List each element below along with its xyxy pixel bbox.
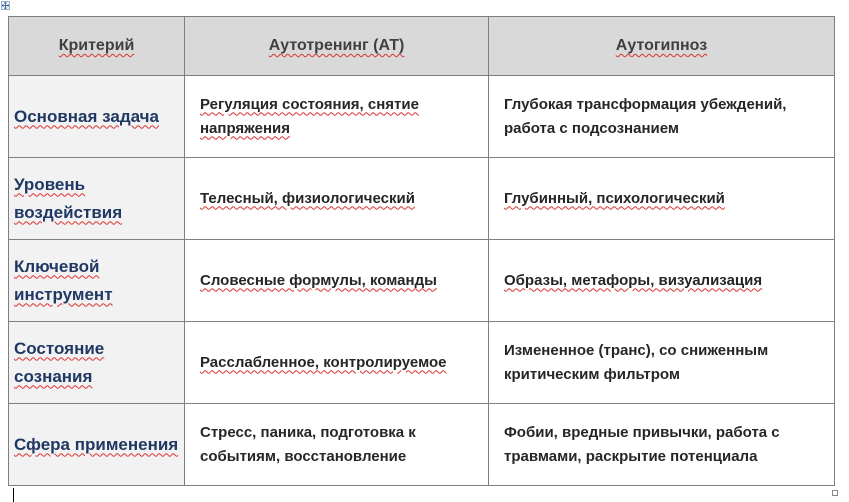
autohypnosis-text: Глубинный, психологический bbox=[504, 189, 725, 207]
autotraining-cell[interactable] bbox=[185, 240, 489, 322]
criterion-cell[interactable] bbox=[9, 322, 185, 404]
table-row bbox=[9, 76, 835, 158]
table-row bbox=[9, 240, 835, 322]
criterion-label: Ключевой инструмент bbox=[14, 256, 113, 304]
criterion-cell[interactable] bbox=[9, 76, 185, 158]
autotraining-cell[interactable] bbox=[185, 158, 489, 240]
text-cursor bbox=[13, 488, 14, 502]
autohypnosis-cell[interactable] bbox=[489, 404, 835, 486]
criterion-label: Сфера применения bbox=[14, 434, 179, 454]
autohypnosis-cell[interactable] bbox=[489, 322, 835, 404]
header-cell-autotraining[interactable] bbox=[185, 17, 489, 76]
autotraining-cell[interactable] bbox=[185, 322, 489, 404]
autohypnosis-text: Измененное (транс), со сниженным критическим фильтром bbox=[504, 341, 769, 383]
criterion-cell[interactable] bbox=[9, 158, 185, 240]
criterion-cell[interactable] bbox=[9, 240, 185, 322]
autotraining-text: Словесные формулы, команды bbox=[200, 271, 437, 289]
autotraining-cell[interactable] bbox=[185, 76, 489, 158]
header-autotraining-label: Аутотренинг (АТ) bbox=[268, 37, 405, 54]
autohypnosis-text: Фобии, вредные привычки, работа с травмами, раскрытие потенциала bbox=[504, 423, 780, 465]
criterion-label: Основная задача bbox=[14, 106, 159, 126]
autotraining-text: Регуляция состояния, снятие напряжения bbox=[200, 95, 419, 137]
autotraining-cell[interactable] bbox=[185, 404, 489, 486]
table-resize-handle-icon[interactable] bbox=[832, 490, 838, 496]
table-move-handle-icon[interactable] bbox=[1, 1, 10, 10]
criterion-label: Уровень воздействия bbox=[14, 174, 123, 222]
table-header-row bbox=[9, 17, 835, 76]
header-cell-autohypnosis[interactable] bbox=[489, 17, 835, 76]
autohypnosis-text: Глубокая трансформация убеждений, работа с подсознанием bbox=[504, 95, 787, 137]
autohypnosis-cell[interactable] bbox=[489, 158, 835, 240]
header-criterion-label: Критерий bbox=[58, 37, 135, 54]
table-row bbox=[9, 158, 835, 240]
autotraining-text: Телесный, физиологический bbox=[200, 189, 415, 207]
criterion-label: Состояние сознания bbox=[14, 338, 105, 386]
criterion-cell[interactable] bbox=[9, 404, 185, 486]
autohypnosis-cell[interactable] bbox=[489, 76, 835, 158]
header-cell-criterion[interactable] bbox=[9, 17, 185, 76]
comparison-table bbox=[8, 16, 835, 486]
autotraining-text: Расслабленное, контролируемое bbox=[200, 353, 447, 371]
header-autohypnosis-label: Аутогипноз bbox=[615, 37, 708, 54]
table-row bbox=[9, 404, 835, 486]
autohypnosis-cell[interactable] bbox=[489, 240, 835, 322]
autotraining-text: Стресс, паника, подготовка к событиям, восстановление bbox=[200, 423, 416, 465]
table-row bbox=[9, 322, 835, 404]
autohypnosis-text: Образы, метафоры, визуализация bbox=[504, 271, 763, 289]
